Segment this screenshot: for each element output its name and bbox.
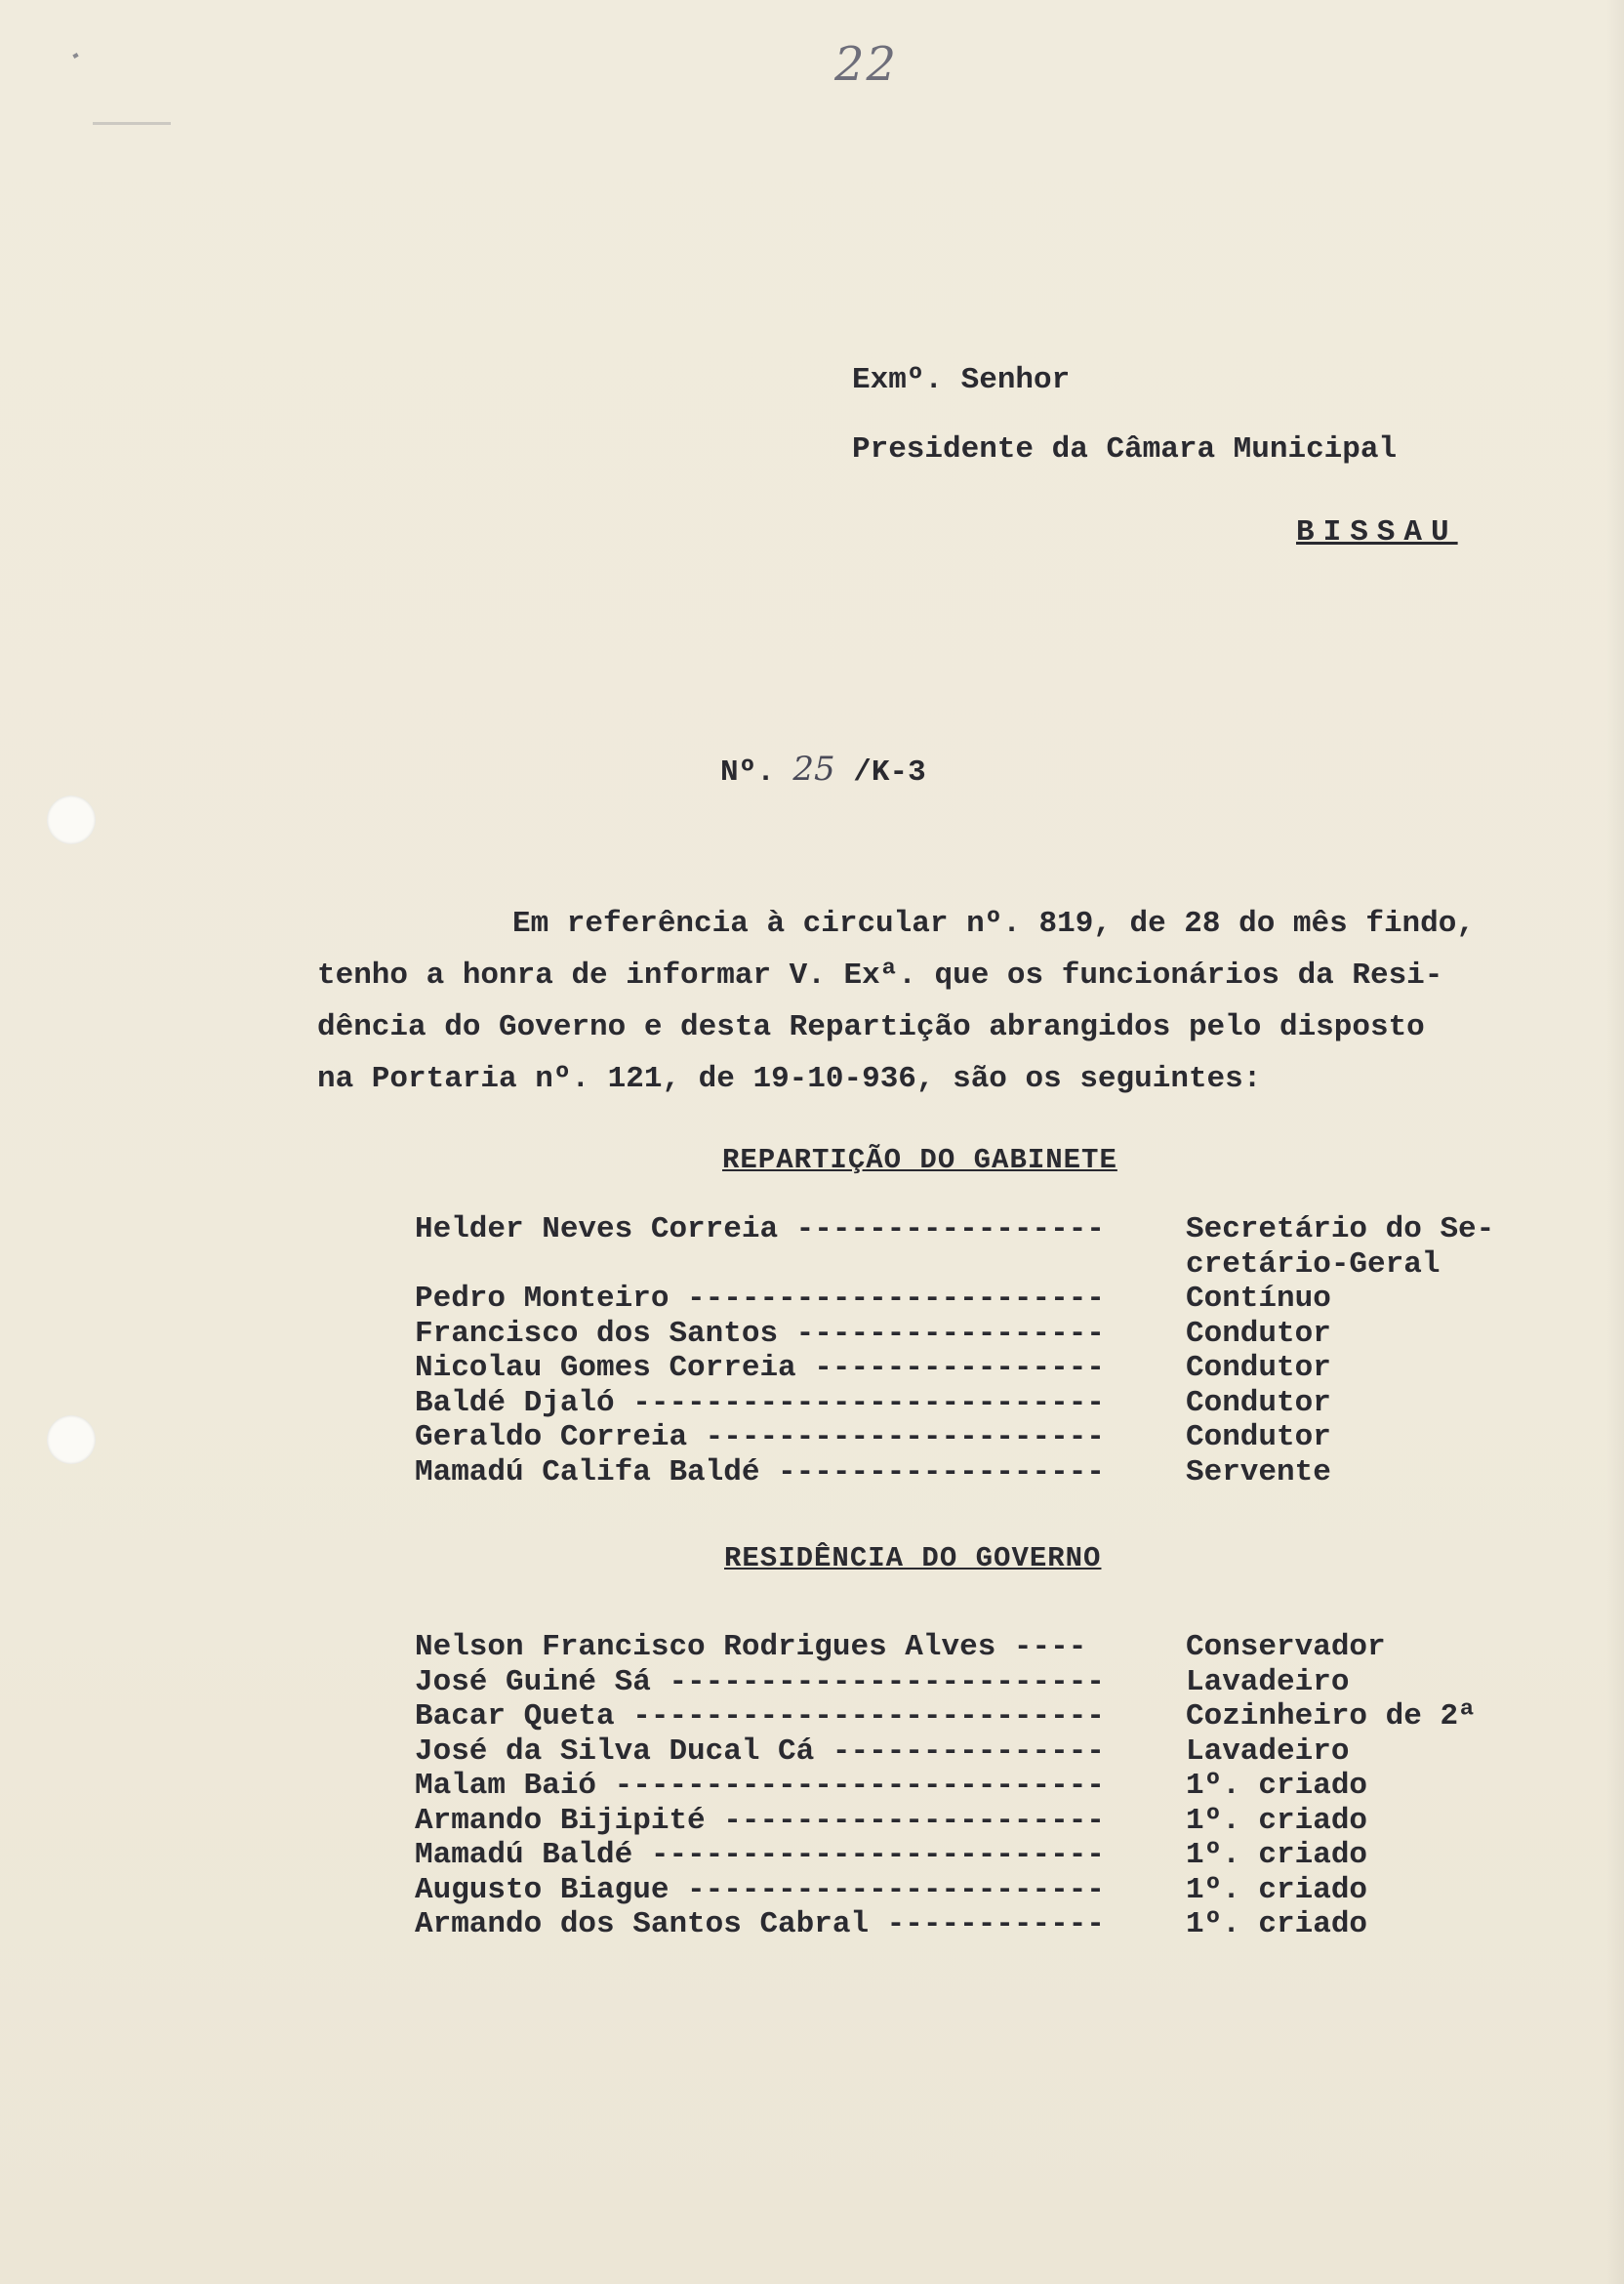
employee-name: Bacar Queta -------------------------- [415,1699,1105,1733]
roster-residencia [415,1630,1537,1942]
employee-name: Francisco dos Santos ----------------- [415,1316,1105,1351]
employee-role: Condutor [1186,1420,1331,1454]
roster-row [415,1351,1537,1386]
reference-number [720,752,926,791]
section-title-residencia: RESIDÊNCIA DO GOVERNO [724,1542,1102,1574]
roster-row [415,1630,1537,1665]
roster-row [415,1386,1537,1421]
reference-suffix: /K-3 [853,755,926,790]
employee-role: Servente [1186,1454,1331,1489]
ink-smudge [93,122,171,125]
body-line: na Portaria nº. 121, de 19-10-936, são os seguintes: [317,1062,1262,1096]
roster-row [415,1665,1537,1700]
address-salutation: Exmº. Senhor [852,363,1071,397]
body-line: Em referência à circular nº. 819, de 28 do mês findo, [512,907,1475,941]
body-paragraph [317,898,1537,1105]
employee-role: Lavadeiro [1186,1733,1350,1769]
employee-role: 1º. criado [1186,1803,1368,1838]
employee-role: Condutor [1186,1316,1331,1351]
address-recipient: Presidente da Câmara Municipal [852,432,1398,467]
employee-role: Lavadeiro [1186,1664,1350,1699]
page-edge-shadow [1606,0,1624,2284]
roster-row [415,1769,1537,1804]
section-title-gabinete: REPARTIÇÃO DO GABINETE [722,1144,1117,1176]
employee-name: Baldé Djaló -------------------------- [415,1385,1105,1420]
roster-row [415,1907,1537,1942]
employee-role: 1º. criado [1186,1872,1368,1907]
ink-speck [72,53,78,59]
roster-row [415,1455,1537,1490]
employee-role: Cozinheiro de 2ª [1186,1699,1477,1733]
employee-name: Armando Bijipité --------------------- [415,1803,1105,1838]
body-line: dência do Governo e desta Repartição abrangidos pelo disposto [317,1010,1425,1044]
roster-row [415,1699,1537,1734]
employee-name: Mamadú Baldé ------------------------- [415,1838,1105,1872]
employee-name: Nelson Francisco Rodrigues Alves ---- [415,1630,1087,1664]
roster-row [415,1420,1537,1455]
roster-row [415,1212,1537,1282]
employee-name: Pedro Monteiro ----------------------- [415,1282,1105,1316]
employee-name: Armando dos Santos Cabral ------------ [415,1907,1105,1941]
roster-row [415,1317,1537,1352]
employee-name: Malam Baió --------------------------- [415,1769,1105,1803]
employee-name: Geraldo Correia ---------------------- [415,1420,1105,1454]
address-city: BISSAU [1296,515,1458,550]
employee-role: Secretário do Se- cretário-Geral [1186,1212,1495,1282]
employee-name: Nicolau Gomes Correia ---------------- [415,1351,1105,1385]
roster-row [415,1838,1537,1873]
roster-row [415,1804,1537,1839]
employee-name: Augusto Biague ----------------------- [415,1872,1105,1907]
employee-name: Mamadú Califa Baldé ------------------ [415,1454,1105,1489]
roster-gabinete [415,1212,1537,1489]
employee-name: Helder Neves Correia ----------------- [415,1212,1105,1246]
body-line: tenho a honra de informar V. Exª. que os funcionários da Resi- [317,958,1443,993]
roster-row [415,1873,1537,1908]
employee-role: 1º. criado [1186,1769,1368,1803]
employee-role: Contínuo [1186,1282,1331,1316]
employee-role: Condutor [1186,1351,1331,1385]
employee-name: José da Silva Ducal Cá --------------- [415,1733,1105,1769]
roster-row [415,1734,1537,1770]
employee-role: Conservador [1186,1630,1386,1664]
employee-role: 1º. criado [1186,1907,1368,1941]
roster-row [415,1282,1537,1317]
employee-role: Condutor [1186,1385,1331,1420]
handwritten-page-number: 22 [834,37,899,92]
punch-hole-lower [47,1415,96,1464]
employee-name: José Guiné Sá ------------------------ [415,1664,1105,1699]
reference-prefix: Nº. [720,755,775,790]
punch-hole-upper [47,795,96,844]
reference-handwritten-number: 25 [792,750,835,789]
employee-role: 1º. criado [1186,1838,1368,1872]
